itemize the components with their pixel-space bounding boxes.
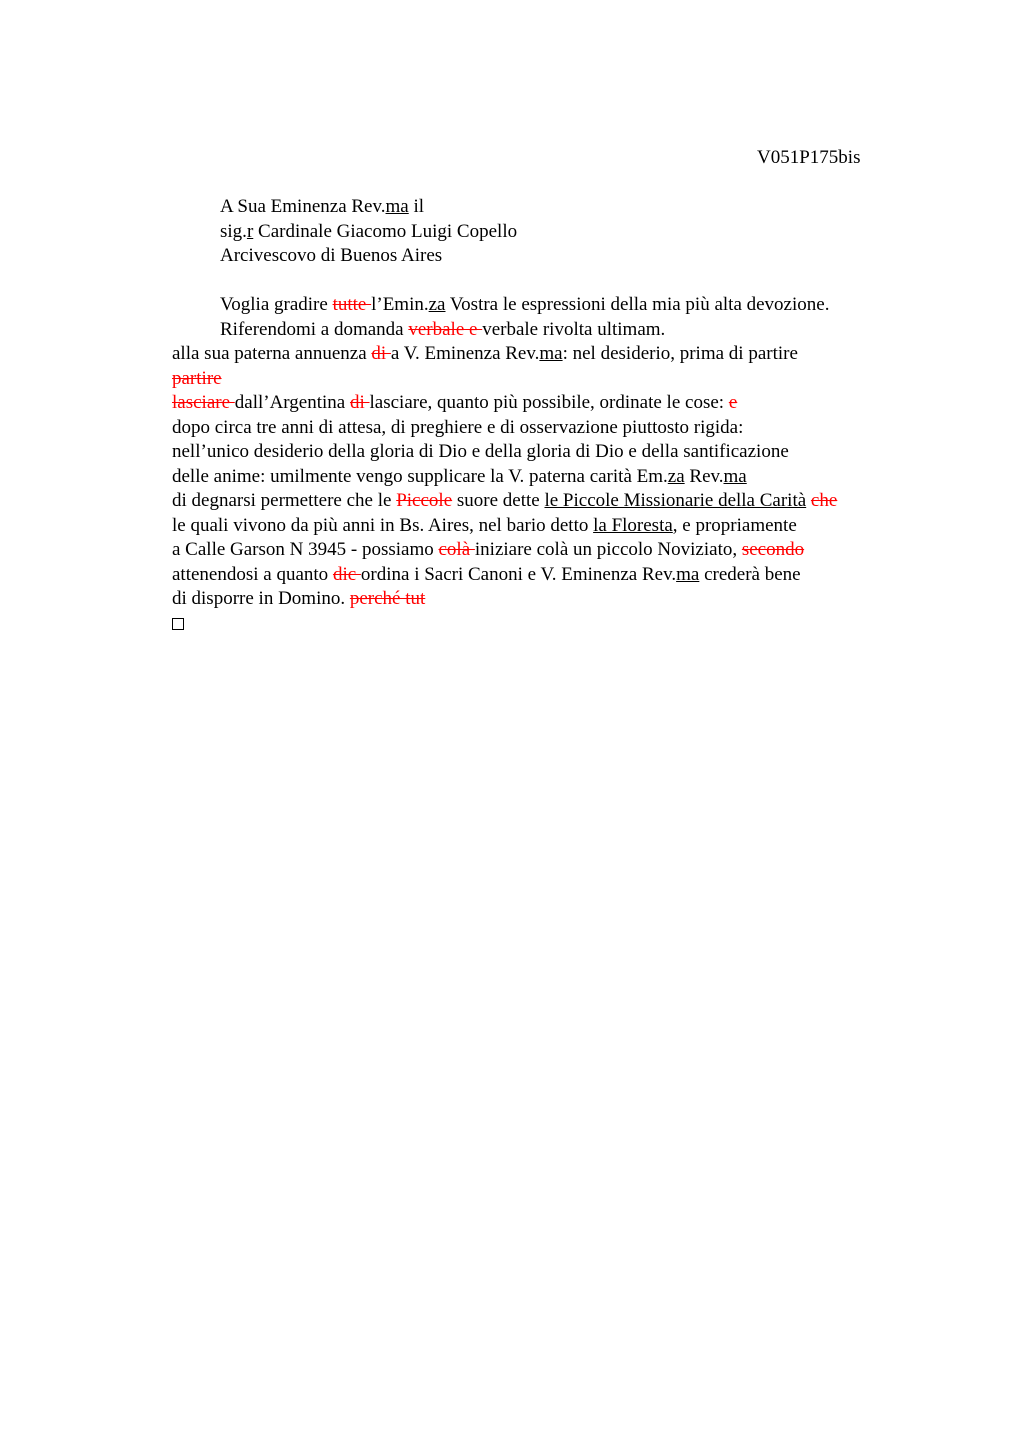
deleted-text: dic — [332, 563, 361, 585]
body-line-1: Voglia gradire tutte l’Emin.za Vostra le espressioni della mia più alta devozione. — [220, 294, 830, 315]
document-reference: V051P175bis — [757, 147, 861, 168]
deleted-text: colà — [438, 539, 475, 560]
deleted-text: perché tut — [349, 588, 426, 609]
deleted-text: che — [810, 490, 838, 511]
body-line-6: dopo circa tre anni di attesa, di preghiere e di osservazione piuttosto rigida: — [172, 416, 744, 438]
body-line-12: attenendosi a quanto dic ordina i Sacri Canoni e V. Eminenza Rev.ma crederà bene — [172, 563, 801, 585]
body-line-7: nell’unico desiderio della gloria di Dio e della gloria di Dio e della santificazione — [172, 441, 789, 462]
address-line-3: Arcivescovo di Buenos Aires — [220, 245, 443, 266]
body-line-10: le quali vivono da più anni in Bs. Aires, nel bario detto la Floresta, e propriamente — [172, 514, 797, 536]
deleted-text: partire — [172, 367, 222, 389]
end-marker-line — [172, 612, 932, 637]
deleted-text: di — [349, 392, 370, 413]
body-line-13: di disporre in Domino. perché tut — [172, 588, 426, 609]
body-line-8: delle anime: umilmente vengo supplicare la V. paterna carità Em.za Rev.ma — [172, 465, 747, 487]
deleted-text: e — [728, 392, 738, 413]
address-line-1: A Sua Eminenza Rev.ma il — [220, 196, 425, 217]
body-line-9: di degnarsi permettere che le Piccole suore dette le Piccole Missionarie della Carità che — [172, 490, 838, 511]
deleted-text: secondo — [741, 539, 805, 560]
deleted-text: Piccole — [396, 490, 453, 511]
address-block — [220, 195, 517, 269]
checkbox-icon — [172, 618, 184, 630]
deleted-text: tutte — [332, 294, 372, 315]
deleted-text: lasciare — [172, 392, 235, 413]
body-line-11: a Calle Garson N 3945 - possiamo colà iniziare colà un piccolo Noviziato, secondo — [172, 539, 805, 560]
letter-body — [172, 293, 932, 636]
body-line-5: lasciare dall’Argentina di lasciare, quanto più possibile, ordinate le cose: e — [172, 392, 738, 413]
body-line-2: Riferendomi a domanda verbale e verbale rivolta ultimam. — [220, 318, 666, 340]
deleted-text: verbale e — [408, 318, 483, 340]
body-line-3: alla sua paterna annuenza di a V. Eminenza Rev.ma: nel desiderio, prima di partire — [172, 343, 798, 364]
address-line-2: sig.r Cardinale Giacomo Luigi Copello — [220, 220, 518, 242]
body-line-4 — [172, 367, 932, 392]
deleted-text: di — [371, 343, 391, 364]
